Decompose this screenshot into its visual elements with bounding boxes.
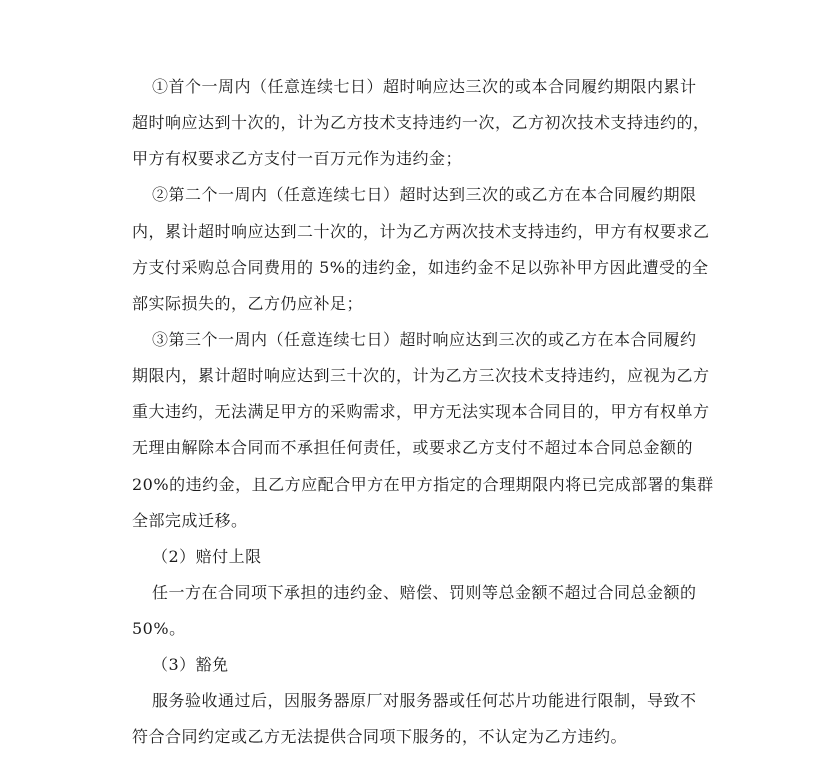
item1-line1: ①首个一周内（任意连续七日）超时响应达三次的或本合同履约期限内累计 bbox=[152, 77, 697, 96]
item2-line1: ②第二个一周内（任意连续七日）超时达到三次的或乙方在本合同履约期限 bbox=[152, 185, 697, 204]
item2-line2: 内，累计超时响应达到二十次的，计为乙方两次技术支持违约，甲方有权要求乙 bbox=[132, 222, 710, 241]
section3-line1: 服务验收通过后，因服务器原厂对服务器或任何芯片功能进行限制，导致不 bbox=[152, 691, 697, 710]
section2-heading: （2）赔付上限 bbox=[152, 547, 262, 566]
item3-line1: ③第三个一周内（任意连续七日）超时响应达到三次的或乙方在本合同履约 bbox=[152, 330, 697, 349]
item3-line5: 20%的违约金，且乙方应配合甲方在甲方指定的合理期限内将已完成部署的集群 bbox=[132, 475, 714, 494]
section3-line2: 符合合同约定或乙方无法提供合同项下服务的，不认定为乙方违约。 bbox=[132, 727, 628, 746]
item1-line3: 甲方有权要求乙方支付一百万元作为违约金； bbox=[132, 149, 463, 168]
item3-line3: 重大违约，无法满足甲方的采购需求，甲方无法实现本合同目的，甲方有权单方 bbox=[132, 402, 710, 421]
item3-line6: 全部完成迁移。 bbox=[132, 511, 248, 530]
item2-line3: 方支付采购总合同费用的 5%的违约金，如违约金不足以弥补甲方因此遭受的全 bbox=[132, 258, 709, 277]
item1-line2: 超时响应达到十次的，计为乙方技术支持违约一次，乙方初次技术支持违约的， bbox=[132, 113, 710, 132]
item3-line2: 期限内，累计超时响应达到三十次的，计为乙方三次技术支持违约，应视为乙方 bbox=[132, 366, 710, 385]
section2-line2: 50%。 bbox=[132, 619, 186, 638]
item2-line4: 部实际损失的，乙方仍应补足； bbox=[132, 294, 364, 313]
section3-heading: （3）豁免 bbox=[152, 655, 229, 674]
item3-line4: 无理由解除本合同而不承担任何责任，或要求乙方支付不超过本合同总金额的 bbox=[132, 438, 694, 457]
section2-line1: 任一方在合同项下承担的违约金、赔偿、罚则等总金额不超过合同总金额的 bbox=[152, 583, 697, 602]
